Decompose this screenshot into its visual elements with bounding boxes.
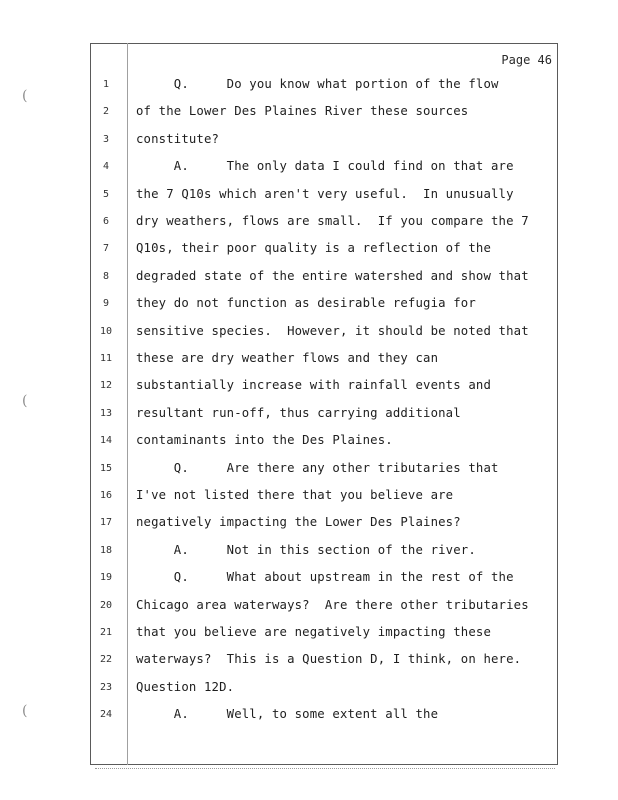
transcript-line: sensitive species. However, it should be noted that [136, 323, 529, 338]
transcript-line: substantially increase with rainfall events and [136, 378, 492, 393]
transcript-line: of the Lower Des Plaines River these sources [136, 104, 469, 119]
transcript-line: contaminants into the Des Plaines. [136, 433, 393, 448]
binding-hole-mark: ( [22, 703, 28, 719]
line-number: 24 [99, 709, 113, 721]
line-number: 6 [102, 216, 110, 227]
transcript-line: waterways? This is a Question D, I think, on here. [136, 652, 522, 667]
binding-hole-mark: ( [22, 393, 28, 409]
transcript-line: negatively impacting the Lower Des Plaines? [136, 515, 461, 530]
line-number: 23 [99, 681, 113, 693]
transcript-line: dry weathers, flows are small. If you compare the 7 [136, 214, 529, 228]
line-number: 15 [99, 462, 113, 474]
transcript-line: they do not function as desirable refugia for [136, 296, 476, 311]
line-number: 7 [102, 243, 110, 255]
line-number: 2 [102, 106, 110, 118]
line-number: 13 [99, 407, 113, 419]
transcript-line: Q. Do you know what portion of the flow [136, 77, 499, 91]
line-number: 17 [99, 517, 113, 529]
page-footer-line [95, 768, 555, 769]
line-number: 21 [99, 627, 113, 638]
transcript-line: resultant run-off, thus carrying additional [136, 405, 461, 420]
transcript-line: A. Well, to some extent all the [136, 707, 439, 722]
line-number: 20 [99, 599, 113, 611]
line-number: 14 [99, 435, 113, 447]
transcript-line: constitute? [136, 131, 220, 146]
line-number: 1 [102, 79, 110, 90]
line-number: 5 [102, 188, 110, 200]
transcript-line: that you believe are negatively impacting these [136, 625, 492, 639]
line-number: 16 [99, 490, 113, 501]
transcript-line: Question 12D. [136, 679, 235, 694]
transcript-line: A. The only data I could find on that are [136, 159, 514, 174]
transcript-line: I've not listed there that you believe are [136, 488, 454, 502]
line-number: 22 [99, 654, 113, 666]
page-number: Page 46 [501, 53, 552, 67]
line-number: 12 [99, 380, 113, 392]
line-number: 10 [99, 325, 113, 337]
line-number: 18 [99, 544, 113, 556]
transcript-line: Chicago area waterways? Are there other tributaries [136, 597, 529, 612]
line-number: 4 [102, 161, 110, 173]
binding-hole-mark: ( [22, 88, 28, 104]
transcript-line: the 7 Q10s which aren't very useful. In unusually [136, 186, 514, 201]
line-number: 3 [102, 133, 110, 145]
line-number: 9 [102, 298, 110, 310]
transcript-line: A. Not in this section of the river. [136, 542, 476, 557]
transcript-line: Q10s, their poor quality is a reflection of the [136, 241, 492, 256]
line-number: 8 [102, 270, 110, 282]
transcript-line: Q. Are there any other tributaries that [136, 460, 499, 475]
line-number-margin-rule [127, 43, 128, 765]
transcript-line: Q. What about upstream in the rest of the [136, 570, 514, 585]
line-number: 11 [99, 353, 113, 364]
line-number: 19 [99, 572, 113, 584]
transcript-line: degraded state of the entire watershed and show that [136, 268, 529, 283]
transcript-line: these are dry weather flows and they can [136, 351, 439, 365]
